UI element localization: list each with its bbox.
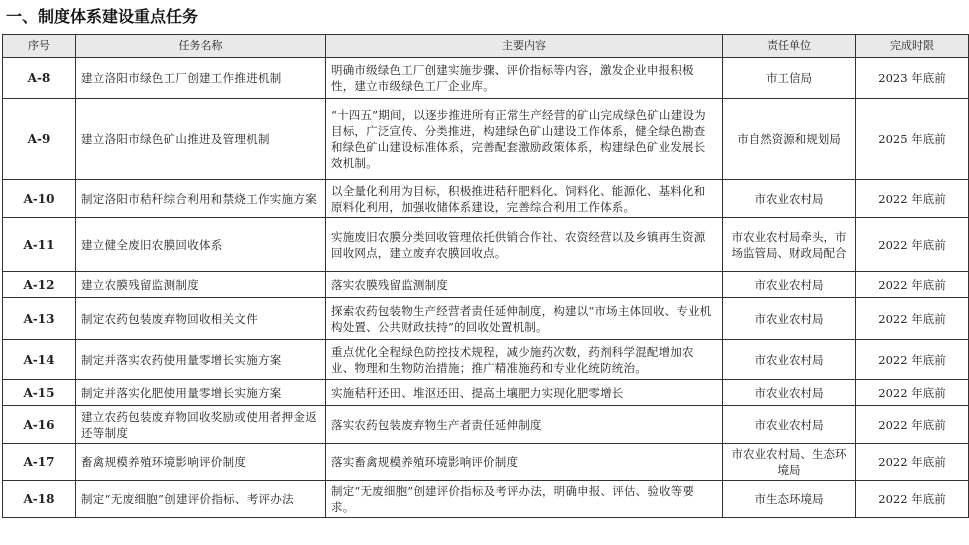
task-table: [2, 34, 969, 518]
row-main-content: 落实畜禽规模养殖环境影响评价制度: [326, 444, 723, 481]
row-responsible-unit: 市自然资源和规划局: [723, 99, 856, 180]
row-main-content: 落实农药包装废弃物生产者责任延伸制度: [326, 406, 723, 444]
row-id: A-16: [3, 406, 76, 444]
header-id: 序号: [3, 35, 76, 58]
row-id: A-15: [3, 380, 76, 406]
header-task-name: 任务名称: [76, 35, 326, 58]
row-responsible-unit: 市农业农村局: [723, 380, 856, 406]
table-header-row: [3, 35, 969, 58]
row-id: A-18: [3, 481, 76, 518]
section-heading: 一、制度体系建设重点任务: [6, 7, 199, 26]
row-id: A-10: [3, 180, 76, 218]
row-main-content: “十四五”期间，以逐步推进所有正常生产经营的矿山完成绿色矿山建设为目标，广泛宣传、分类推进，构建绿色矿山建设工作体系，健全绿色勘查和绿色矿山建设标准体系，完善配套激励政策体系，构建绿色矿业发展长效机制。: [326, 99, 723, 180]
row-id: A-13: [3, 298, 76, 340]
row-main-content: 以全量化利用为目标，积极推进秸秆肥料化、饲料化、能源化、基料化和原料化利用，加强收储体系建设，完善综合利用工作体系。: [326, 180, 723, 218]
row-task-name: 制定洛阳市秸秆综合利用和禁烧工作实施方案: [76, 180, 326, 218]
row-deadline: 2022 年底前: [856, 380, 969, 406]
table-row: [3, 481, 969, 518]
table-row: [3, 380, 969, 406]
row-responsible-unit: 市农业农村局牵头，市场监管局、财政局配合: [723, 218, 856, 272]
row-task-name: 建立农膜残留监测制度: [76, 272, 326, 298]
row-id: A-11: [3, 218, 76, 272]
row-task-name: 建立健全废旧农膜回收体系: [76, 218, 326, 272]
row-id: A-8: [3, 58, 76, 99]
row-deadline: 2022 年底前: [856, 272, 969, 298]
table-row: [3, 298, 969, 340]
row-id: A-14: [3, 340, 76, 380]
row-responsible-unit: 市农业农村局: [723, 272, 856, 298]
table-row: [3, 180, 969, 218]
row-deadline: 2022 年底前: [856, 218, 969, 272]
row-main-content: 实施秸秆还田、堆沤还田、提高土壤肥力实现化肥零增长: [326, 380, 723, 406]
row-main-content: 实施废旧农膜分类回收管理依托供销合作社、农资经营以及乡镇再生资源回收网点，建立废弃农膜回收点。: [326, 218, 723, 272]
row-main-content: 重点优化全程绿色防控技术规程，减少施药次数，药剂科学混配增加农业、物理和生物防治措施；推广精准施药和专业化统防统治。: [326, 340, 723, 380]
table-row: [3, 340, 969, 380]
table-row: [3, 406, 969, 444]
row-main-content: 制定“无废细胞”创建评价指标及考评办法，明确申报、评估、验收等要求。: [326, 481, 723, 518]
row-task-name: 建立洛阳市绿色矿山推进及管理机制: [76, 99, 326, 180]
header-deadline: 完成时限: [856, 35, 969, 58]
row-id: A-9: [3, 99, 76, 180]
row-task-name: 建立农药包装废弃物回收奖励或使用者押金返还等制度: [76, 406, 326, 444]
row-main-content: 明确市级绿色工厂创建实施步骤、评价指标等内容，激发企业申报积极性，建立市级绿色工厂企业库。: [326, 58, 723, 99]
row-task-name: 建立洛阳市绿色工厂创建工作推进机制: [76, 58, 326, 99]
row-deadline: 2022 年底前: [856, 180, 969, 218]
row-id: A-17: [3, 444, 76, 481]
row-task-name: 畜禽规模养殖环境影响评价制度: [76, 444, 326, 481]
table-row: [3, 99, 969, 180]
row-responsible-unit: 市农业农村局: [723, 406, 856, 444]
row-task-name: 制定“无废细胞”创建评价指标、考评办法: [76, 481, 326, 518]
row-responsible-unit: 市农业农村局: [723, 298, 856, 340]
table-row: [3, 444, 969, 481]
row-responsible-unit: 市农业农村局: [723, 180, 856, 218]
row-id: A-12: [3, 272, 76, 298]
row-deadline: 2022 年底前: [856, 444, 969, 481]
row-task-name: 制定并落实农药使用量零增长实施方案: [76, 340, 326, 380]
row-deadline: 2023 年底前: [856, 58, 969, 99]
table-row: [3, 58, 969, 99]
row-responsible-unit: 市农业农村局: [723, 340, 856, 380]
header-main-content: 主要内容: [326, 35, 723, 58]
row-deadline: 2022 年底前: [856, 406, 969, 444]
row-deadline: 2022 年底前: [856, 340, 969, 380]
row-responsible-unit: 市生态环境局: [723, 481, 856, 518]
table-row: [3, 218, 969, 272]
row-task-name: 制定并落实化肥使用量零增长实施方案: [76, 380, 326, 406]
row-deadline: 2022 年底前: [856, 298, 969, 340]
row-deadline: 2022 年底前: [856, 481, 969, 518]
row-deadline: 2025 年底前: [856, 99, 969, 180]
row-task-name: 制定农药包装废弃物回收相关文件: [76, 298, 326, 340]
row-responsible-unit: 市农业农村局、生态环境局: [723, 444, 856, 481]
row-responsible-unit: 市工信局: [723, 58, 856, 99]
header-responsible-unit: 责任单位: [723, 35, 856, 58]
row-main-content: 落实农膜残留监测制度: [326, 272, 723, 298]
row-main-content: 探索农药包装物生产经营者责任延伸制度，构建以“市场主体回收、专业机构处置、公共财政扶持”的回收处置机制。: [326, 298, 723, 340]
table-row: [3, 272, 969, 298]
